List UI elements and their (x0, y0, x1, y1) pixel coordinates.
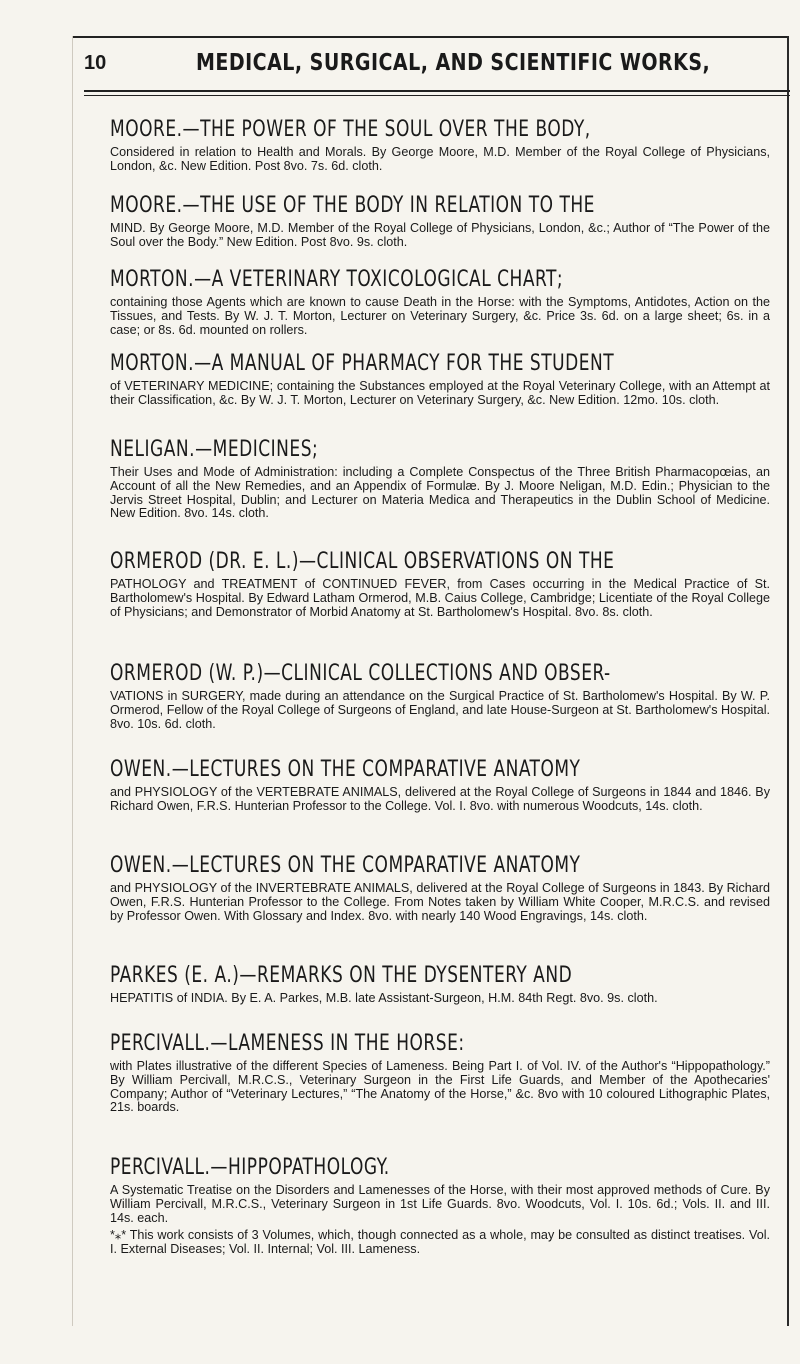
entry-heading: ORMEROD (DR. E. L.)—CLINICAL OBSERVATIONS ON THE (110, 549, 615, 574)
entry-description: VATIONS in SURGERY, made during an attendance on the Surgical Practice of St. Bartholomew's Hospital. By W. P. Ormerod, Fellow of the Royal College of Surgeons of England, and late House-Surgeon at St. Bartholomew's Hospital. 8vo. 10s. 6d. cloth. (110, 689, 770, 731)
entry-description: of VETERINARY MEDICINE; containing the Substances employed at the Royal Veterinary College, with an Attempt at their Classification, &c. By W. J. T. Morton, Lecturer on Veterinary Surgery, &c. New Edition. 12mo. 10s. cloth. (110, 379, 770, 407)
entry-heading: OWEN.—LECTURES ON THE COMPARATIVE ANATOMY (110, 757, 581, 782)
entry-moore-power-of-soul (110, 118, 770, 174)
entry-heading: OWEN.—LECTURES ON THE COMPARATIVE ANATOMY (110, 853, 581, 878)
entry-description: Considered in relation to Health and Morals. By George Moore, M.D. Member of the Royal College of Physicians, London, &c. New Edition. Post 8vo. 7s. 6d. cloth. (110, 145, 770, 173)
entry-ormerod-clinical-collections (110, 662, 770, 731)
entry-description: with Plates illustrative of the different Species of Lameness. Being Part I. of Vol. IV. of the Author's “Hippopathology.” By William Percivall, M.R.C.S., Veterinary Surgeon in the First Life Guards, and Member of the Apothecaries' Company; Author of “Veterinary Lectures,” “The Anatomy of the Horse,” &c. 8vo with 10 coloured Lithographic Plates, 21s. boards. (110, 1059, 770, 1115)
left-margin-rule (72, 36, 73, 1326)
page-header (70, 44, 790, 74)
entry-heading: NELIGAN.—MEDICINES; (110, 437, 319, 462)
header-rule-thin (84, 95, 790, 96)
entry-heading: ORMEROD (W. P.)—CLINICAL COLLECTIONS AND OBSER- (110, 661, 611, 686)
entry-owen-vertebrate-anatomy (110, 758, 770, 814)
entry-description: PATHOLOGY and TREATMENT of CONTINUED FEVER, from Cases occurring in the Medical Practice of St. Bartholomew's Hospital. By Edward Latham Ormerod, M.B. Caius College, Cambridge; Licentiate of the Royal College of Physicians; and Demonstrator of Morbid Anatomy at St. Bartholomew's Hospital. 8vo. 8s. cloth. (110, 577, 770, 619)
entry-description: containing those Agents which are known to cause Death in the Horse: with the Symptoms, Antidotes, Action on the Tissues, and Tests. By W. J. T. Morton, Lecturer on Veterinary Surgery, &c. Price 3s. 6d. on a large sheet; 6s. in a case; or 8s. 6d. mounted on rollers. (110, 295, 770, 337)
entry-ormerod-clinical-observations (110, 550, 770, 619)
entry-heading: MORTON.—A MANUAL OF PHARMACY FOR THE STUDENT (110, 351, 615, 376)
entry-owen-invertebrate-anatomy (110, 854, 770, 923)
entry-moore-use-of-body (110, 194, 770, 250)
entry-description: A Systematic Treatise on the Disorders and Lamenesses of the Horse, with their most approved methods of Cure. By William Percivall, M.R.C.S., Veterinary Surgeon in 1st Life Guards. 8vo. Woodcuts, Vol. I. 10s. 6d.; Vols. II. and III. 14s. each. (110, 1183, 770, 1225)
entry-percivall-lameness (110, 1032, 770, 1115)
header-rule-thick (84, 90, 790, 92)
entry-morton-manual-of-pharmacy (110, 352, 770, 408)
running-title: MEDICAL, SURGICAL, AND SCIENTIFIC WORKS, (196, 50, 711, 76)
entry-description: Their Uses and Mode of Administration: including a Complete Conspectus of the Three British Pharmacopœias, an Account of all the New Remedies, and an Appendix of Formulæ. By J. Moore Neligan, M.D. Edin.; Physician to the Jervis Street Hospital, Dublin; and Lecturer on Materia Medica and Therapeutics in the Dublin School of Medicine. New Edition. 8vo. 14s. cloth. (110, 465, 770, 521)
entry-heading: PARKES (E. A.)—REMARKS ON THE DYSENTERY AND (110, 963, 573, 988)
right-margin-rule (787, 36, 789, 1326)
entry-heading: MORTON.—A VETERINARY TOXICOLOGICAL CHART; (110, 267, 564, 292)
entry-heading: PERCIVALL.—HIPPOPATHOLOGY. (110, 1155, 390, 1180)
entry-description: and PHYSIOLOGY of the VERTEBRATE ANIMALS, delivered at the Royal College of Surgeons in 1844 and 1846. By Richard Owen, F.R.S. Hunterian Professor to the College. Vol. I. 8vo. with numerous Woodcuts, 14s. cloth. (110, 785, 770, 813)
entry-description: HEPATITIS of INDIA. By E. A. Parkes, M.B. late Assistant-Surgeon, H.M. 84th Regt. 8vo. 9s. cloth. (110, 991, 658, 1005)
entry-heading: PERCIVALL.—LAMENESS IN THE HORSE: (110, 1031, 465, 1056)
entry-heading: MOORE.—THE USE OF THE BODY IN RELATION TO THE (110, 193, 595, 218)
entry-footnote: *⁎* This work consists of 3 Volumes, which, though connected as a whole, may be consulted as distinct treatises. Vol. I. External Diseases; Vol. II. Internal; Vol. III. Lameness. (110, 1228, 770, 1257)
page-number: 10 (84, 52, 107, 74)
entry-percivall-hippopathology (110, 1156, 770, 1257)
entry-morton-toxicological-chart (110, 268, 770, 337)
entry-neligan-medicines (110, 438, 770, 521)
entry-description: MIND. By George Moore, M.D. Member of the Royal College of Physicians, London, &c.; Author of “The Power of the Soul over the Body.” New Edition. Post 8vo. 9s. cloth. (110, 221, 770, 249)
top-rule (72, 36, 788, 38)
entry-heading: MOORE.—THE POWER OF THE SOUL OVER THE BODY, (110, 117, 591, 142)
entry-description: and PHYSIOLOGY of the INVERTEBRATE ANIMALS, delivered at the Royal College of Surgeons in 1843. By Richard Owen, F.R.S. Hunterian Professor to the College. From Notes taken by William White Cooper, M.R.C.S. and revised by Professor Owen. With Glossary and Index. 8vo. with nearly 140 Wood Engravings, 14s. cloth. (110, 881, 770, 923)
entry-parkes-dysentery (110, 964, 770, 1006)
